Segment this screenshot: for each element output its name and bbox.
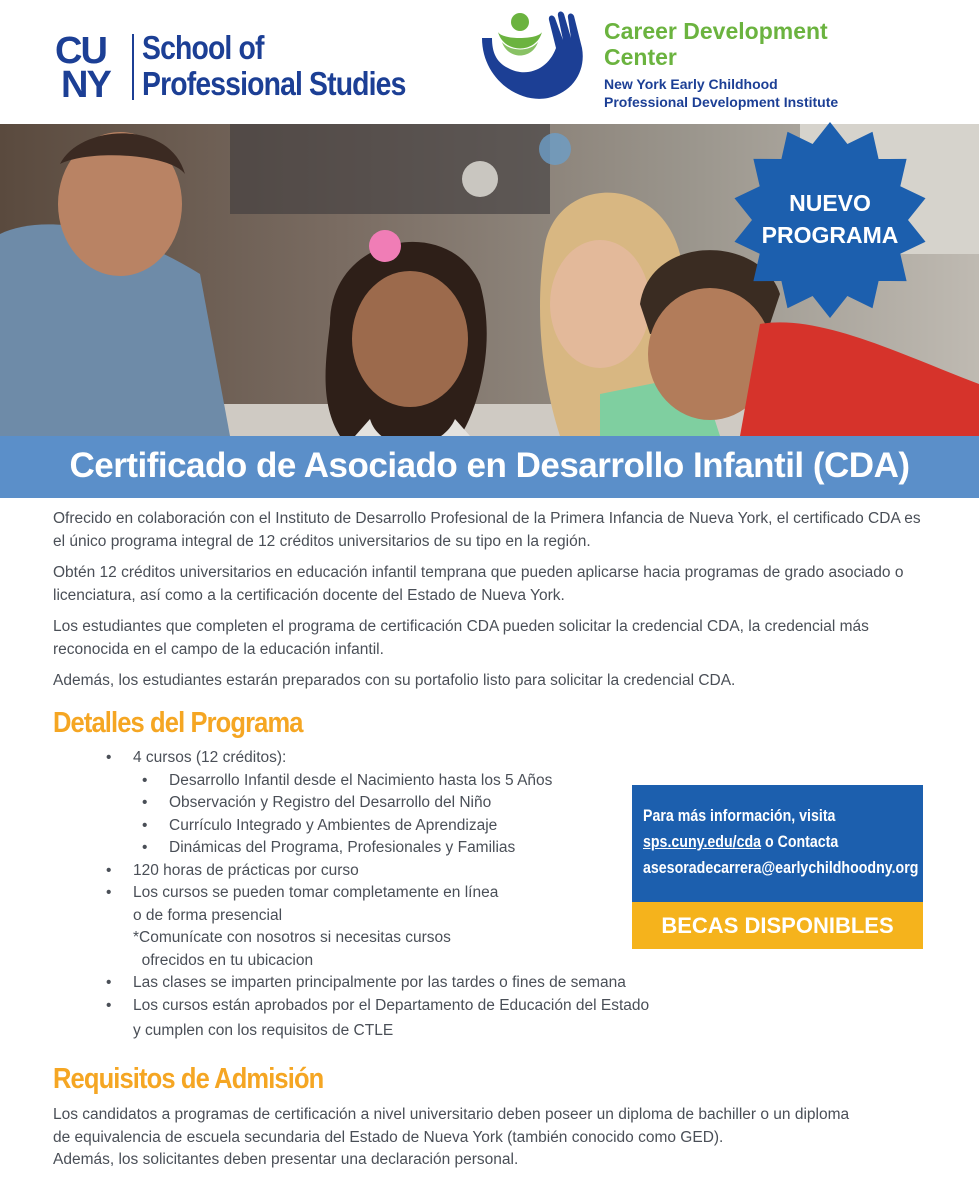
bullet-icon: • (106, 749, 112, 766)
badge-line2: PROGRAMA (761, 222, 899, 248)
bullet-icon: • (142, 816, 148, 834)
school-name-line2: Professional Studies (142, 65, 406, 102)
intro-section (53, 508, 923, 702)
cdc-hands-logo-icon (478, 8, 590, 106)
info-line2-rest: o Contacta (761, 833, 839, 851)
admission-line: Además, los solicitantes deben presentar una declaración personal. (53, 1151, 519, 1168)
bullet-icon: • (106, 974, 112, 991)
website-link[interactable]: sps.cuny.edu/cda (643, 833, 762, 851)
cdc-subtitle (604, 75, 924, 111)
approved-line1: Los cursos están aprobados por el Departamento de Educación del Estado (133, 996, 650, 1014)
courses-label: 4 cursos (12 créditos): (133, 749, 287, 766)
contact-info-box (632, 785, 923, 902)
bullet-icon: • (142, 794, 148, 811)
cdc-title (604, 18, 904, 70)
list-item (103, 747, 703, 770)
list-item (103, 995, 703, 1018)
cdc-subtitle-line2: Professional Development Institute (604, 94, 839, 110)
admission-section (53, 1104, 933, 1172)
admission-heading: Requisitos de Admisión (53, 1063, 324, 1095)
nuevo-programa-badge (730, 187, 930, 251)
bullet-icon: • (106, 884, 112, 901)
list-item (103, 972, 703, 995)
admission-line: de equivalencia de escuela secundaria del Estado de Nueva York (también conocido como GED). (53, 1128, 724, 1146)
list-item (103, 770, 703, 793)
list-item (103, 792, 703, 815)
course-name: Dinámicas del Programa, Profesionales y Familias (169, 839, 516, 856)
cdc-title-line2: Center (604, 44, 677, 70)
list-item-note: *Comunícate con nosotros si necesitas cursos (133, 929, 451, 946)
list-item (103, 860, 703, 883)
intro-paragraph: Los estudiantes que completen el programa de certificación CDA pueden solicitar la credencial CDA, la credencial más reconocida en el campo de la educación infantil. (53, 618, 869, 658)
online-line1: Los cursos se pueden tomar completamente en línea (133, 884, 499, 901)
list-item-note: ofrecidos en tu ubicacion (133, 951, 314, 969)
bullet-icon: • (142, 839, 148, 856)
cdc-title-line1: Career Development (604, 18, 828, 44)
details-list (103, 747, 703, 1043)
course-name: Desarrollo Infantil desde el Nacimiento hasta los 5 Años (169, 771, 553, 789)
list-item (103, 815, 703, 838)
list-item-continuation: o de forma presencial (133, 906, 283, 924)
info-line2 (643, 829, 875, 855)
schedule: Las clases se imparten principalmente por las tardes o fines de semana (133, 974, 626, 991)
details-heading: Detalles del Programa (53, 707, 303, 739)
list-item (103, 882, 703, 905)
logo-divider (132, 34, 134, 100)
badge-line1: NUEVO (789, 190, 871, 216)
course-name: Currículo Integrado y Ambientes de Aprendizaje (169, 816, 498, 834)
intro-paragraph: Ofrecido en colaboración con el Instituto de Desarrollo Profesional de la Primera Infancia de Nueva York, el certificado CDA es el único programa integral de 12 créditos universitarios de su tipo en la región. (53, 510, 921, 550)
becas-banner: BECAS DISPONIBLES (632, 902, 923, 949)
cdc-subtitle-line1: New York Early Childhood (604, 76, 778, 92)
page-header (0, 0, 979, 124)
list-item-continuation: y cumplen con los requisitos de CTLE (133, 1022, 394, 1039)
bullet-icon: • (106, 996, 112, 1014)
school-name (142, 30, 417, 102)
cuny-logo (55, 30, 127, 106)
bullet-icon: • (106, 861, 112, 879)
intro-paragraph: Además, los estudiantes estarán preparados con su portafolio listo para solicitar la credencial CDA. (53, 672, 736, 689)
course-name: Observación y Registro del Desarrollo del Niño (169, 794, 492, 811)
practice-hours: 120 horas de prácticas por curso (133, 861, 359, 879)
info-line1: Para más información, visita (643, 807, 836, 825)
bullet-icon: • (142, 771, 148, 789)
list-item (103, 837, 703, 860)
email-link[interactable]: asesoradecarrera@earlychildhoodny.org (643, 859, 919, 877)
admission-line: Los candidatos a programas de certificación a nivel universitario deben poseer un diploma de bachiller o un diploma (53, 1106, 850, 1123)
cuny-logo-line1: CU (55, 30, 106, 72)
school-name-line1: School of (142, 29, 264, 66)
intro-paragraph: Obtén 12 créditos universitarios en educación infantil temprana que pueden aplicarse hacia programas de grado asociado o licenciatura, así como a la certificación docente del Estado de Nueva York. (53, 564, 904, 604)
cuny-logo-line2: NY (61, 64, 110, 106)
page-title: Certificado de Asociado en Desarrollo Infantil (CDA) (69, 446, 910, 485)
